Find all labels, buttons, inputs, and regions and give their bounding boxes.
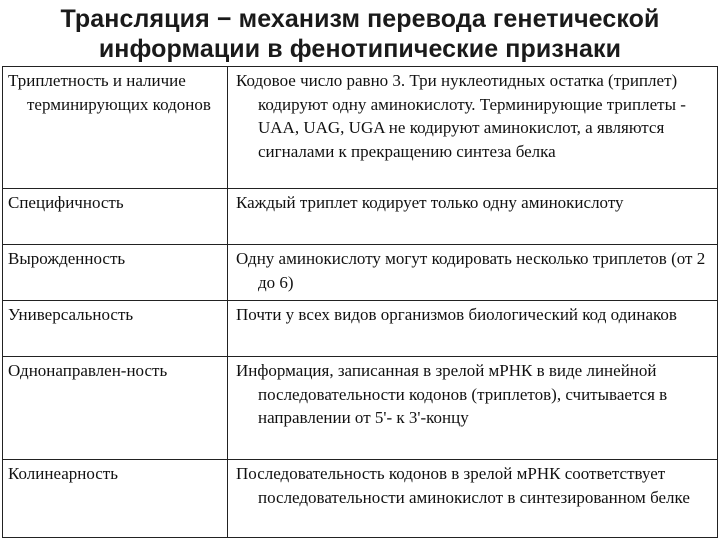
property-description: Последовательность кодонов в зрелой мРНК соответствует последовательности аминокислот в синтезированном белке bbox=[228, 460, 718, 538]
title-line-2: информации в фенотипические признаки bbox=[98, 35, 622, 63]
property-description: Информация, записанная в зрелой мРНК в виде линейной последовательности кодонов (триплетов), считывается в направлении от 5'- к 3'-концу bbox=[228, 357, 718, 460]
table-row bbox=[3, 460, 718, 538]
property-description: Одну аминокислоту могут кодировать несколько триплетов (от 2 до 6) bbox=[228, 245, 718, 301]
property-description: Кодовое число равно 3. Три нуклеотидных остатка (триплет) кодируют одну аминокислоту. Терминирующие триплеты - UAA, UAG, UGA не кодируют аминокислот, а являются сигналами к прекращению синтеза белка bbox=[228, 67, 718, 189]
slide-title bbox=[0, 4, 720, 64]
property-term: Триплетность и наличие терминирующих кодонов bbox=[3, 67, 228, 189]
property-term: Колинеарность bbox=[3, 460, 228, 538]
property-term: Универсальность bbox=[3, 301, 228, 357]
property-term: Однонаправлен-ность bbox=[3, 357, 228, 460]
table-row bbox=[3, 67, 718, 189]
property-term: Специфичность bbox=[3, 189, 228, 245]
table-row bbox=[3, 301, 718, 357]
title-line-1: Трансляция − механизм перевода генетической bbox=[60, 5, 660, 33]
table-row bbox=[3, 245, 718, 301]
table-row bbox=[3, 189, 718, 245]
genetic-code-properties-table bbox=[2, 66, 718, 538]
property-description: Почти у всех видов организмов биологический код одинаков bbox=[228, 301, 718, 357]
property-description: Каждый триплет кодирует только одну аминокислоту bbox=[228, 189, 718, 245]
table-row bbox=[3, 357, 718, 460]
property-term: Вырожденность bbox=[3, 245, 228, 301]
